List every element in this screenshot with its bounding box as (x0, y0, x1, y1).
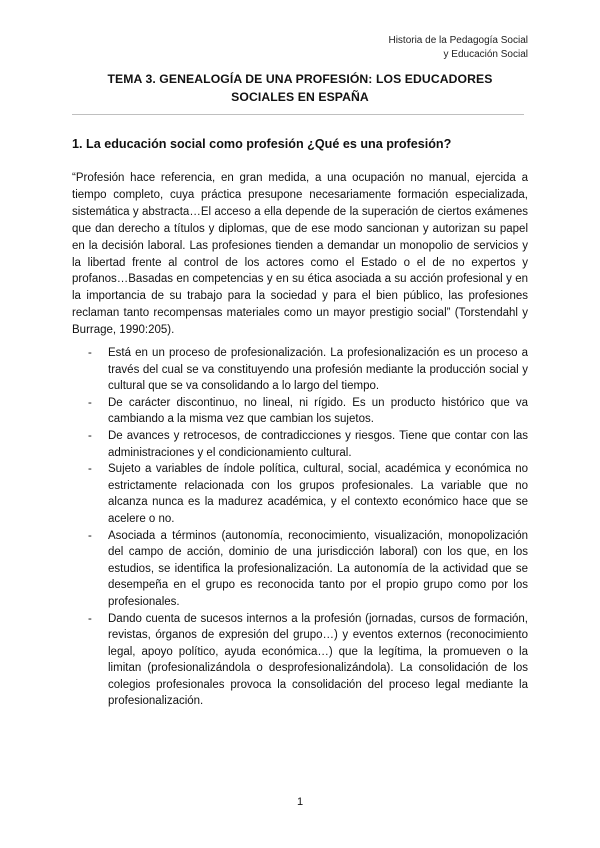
title-line-2: SOCIALES EN ESPAÑA (231, 90, 369, 104)
title-divider (72, 114, 524, 115)
list-item-text: Sujeto a variables de índole política, cultural, social, académica y económica no estrictamente relacionada con los grupos profesionales. La variable que no alcanza nunca es la madurez académica, y el contexto económico hace que se acelere o no. (108, 463, 528, 525)
list-item (72, 395, 528, 428)
bullet-dash: - (88, 429, 92, 442)
page-number: 1 (296, 796, 304, 808)
bullet-dash: - (88, 463, 92, 476)
list-item (72, 428, 528, 461)
list-item (72, 345, 528, 395)
bullet-dash: - (88, 612, 92, 625)
list-item-text: Asociada a términos (autonomía, reconocimiento, visualización, monopolización del campo de acción, dominio de una jurisdicción laboral) con los que, en los estudios, se identifica la profesionalización. La autonomía de la actividad que se desempeña en el grupo es reconocida tanto por el propio grupo como por los profesionales. (108, 529, 528, 608)
header-line-2: y Educación Social (443, 49, 528, 60)
section-heading: 1. La educación social como profesión ¿Qué es una profesión? (72, 137, 452, 151)
list-item-text: Está en un proceso de profesionalización. La profesionalización es un proceso a través del cual se va constituyendo una profesión mediante la producción social y cultural que se va consolidando a lo largo del tiempo. (108, 347, 528, 393)
list-item-text: Dando cuenta de sucesos internos a la profesión (jornadas, cursos de formación, revistas, órganos de expresión del grupo…) y eventos externos (reconocimiento legal, apoyo político, ayuda económica…) que la legítima, la promueven o la limitan (profesionalizándola o desprofesionalizándola). La consolidación de los colegios profesionales provoca la consolidación del proceso legal mediante la profesionalización. (108, 612, 528, 708)
list-item-text: De avances y retrocesos, de contradicciones y riesgos. Tiene que contar con las administraciones y el condicionamiento cultural. (108, 429, 528, 459)
list-item (72, 611, 528, 711)
header-line-1: Historia de la Pedagogía Social (388, 35, 528, 46)
bullet-dash: - (88, 347, 92, 359)
bullet-dash: - (88, 396, 92, 409)
list-item (72, 461, 528, 527)
title-line-1: TEMA 3. GENEALOGÍA DE UNA PROFESIÓN: LOS EDUCADORES (107, 72, 493, 86)
bullet-dash: - (88, 529, 92, 542)
bullet-list (72, 345, 528, 710)
list-item-text: De carácter discontinuo, no lineal, ni rígido. Es un producto histórico que va cambiando a la misma vez que cambian los sujetos. (108, 396, 528, 426)
list-item (72, 528, 528, 611)
quote-paragraph: “Profesión hace referencia, en gran medida, a una ocupación no manual, ejercida a tiempo completo, cuya práctica presupone necesariamente formación especializada, sistemática y abstracta…El acceso a ella depende de la superación de ciertos exámenes que dan derecho a títulos y diplomas, que de ese modo sancionan y autorizan su papel en la decisión laboral. Las profesiones tienden a demandar un monopolio de servicios y la libertad frente al control de los actores como el Estado o el de no expertos y profanos…Basadas en competencias y en su ética asociada a su acción profesional y en la importancia de su trabajo para la sociedad y para el bien público, las profesiones reclaman tanto recompensas materiales como un mayor prestigio social” (Torstendahl y Burrage, 1990:205). (72, 172, 528, 337)
document-title (70, 70, 530, 106)
running-header (388, 34, 528, 62)
